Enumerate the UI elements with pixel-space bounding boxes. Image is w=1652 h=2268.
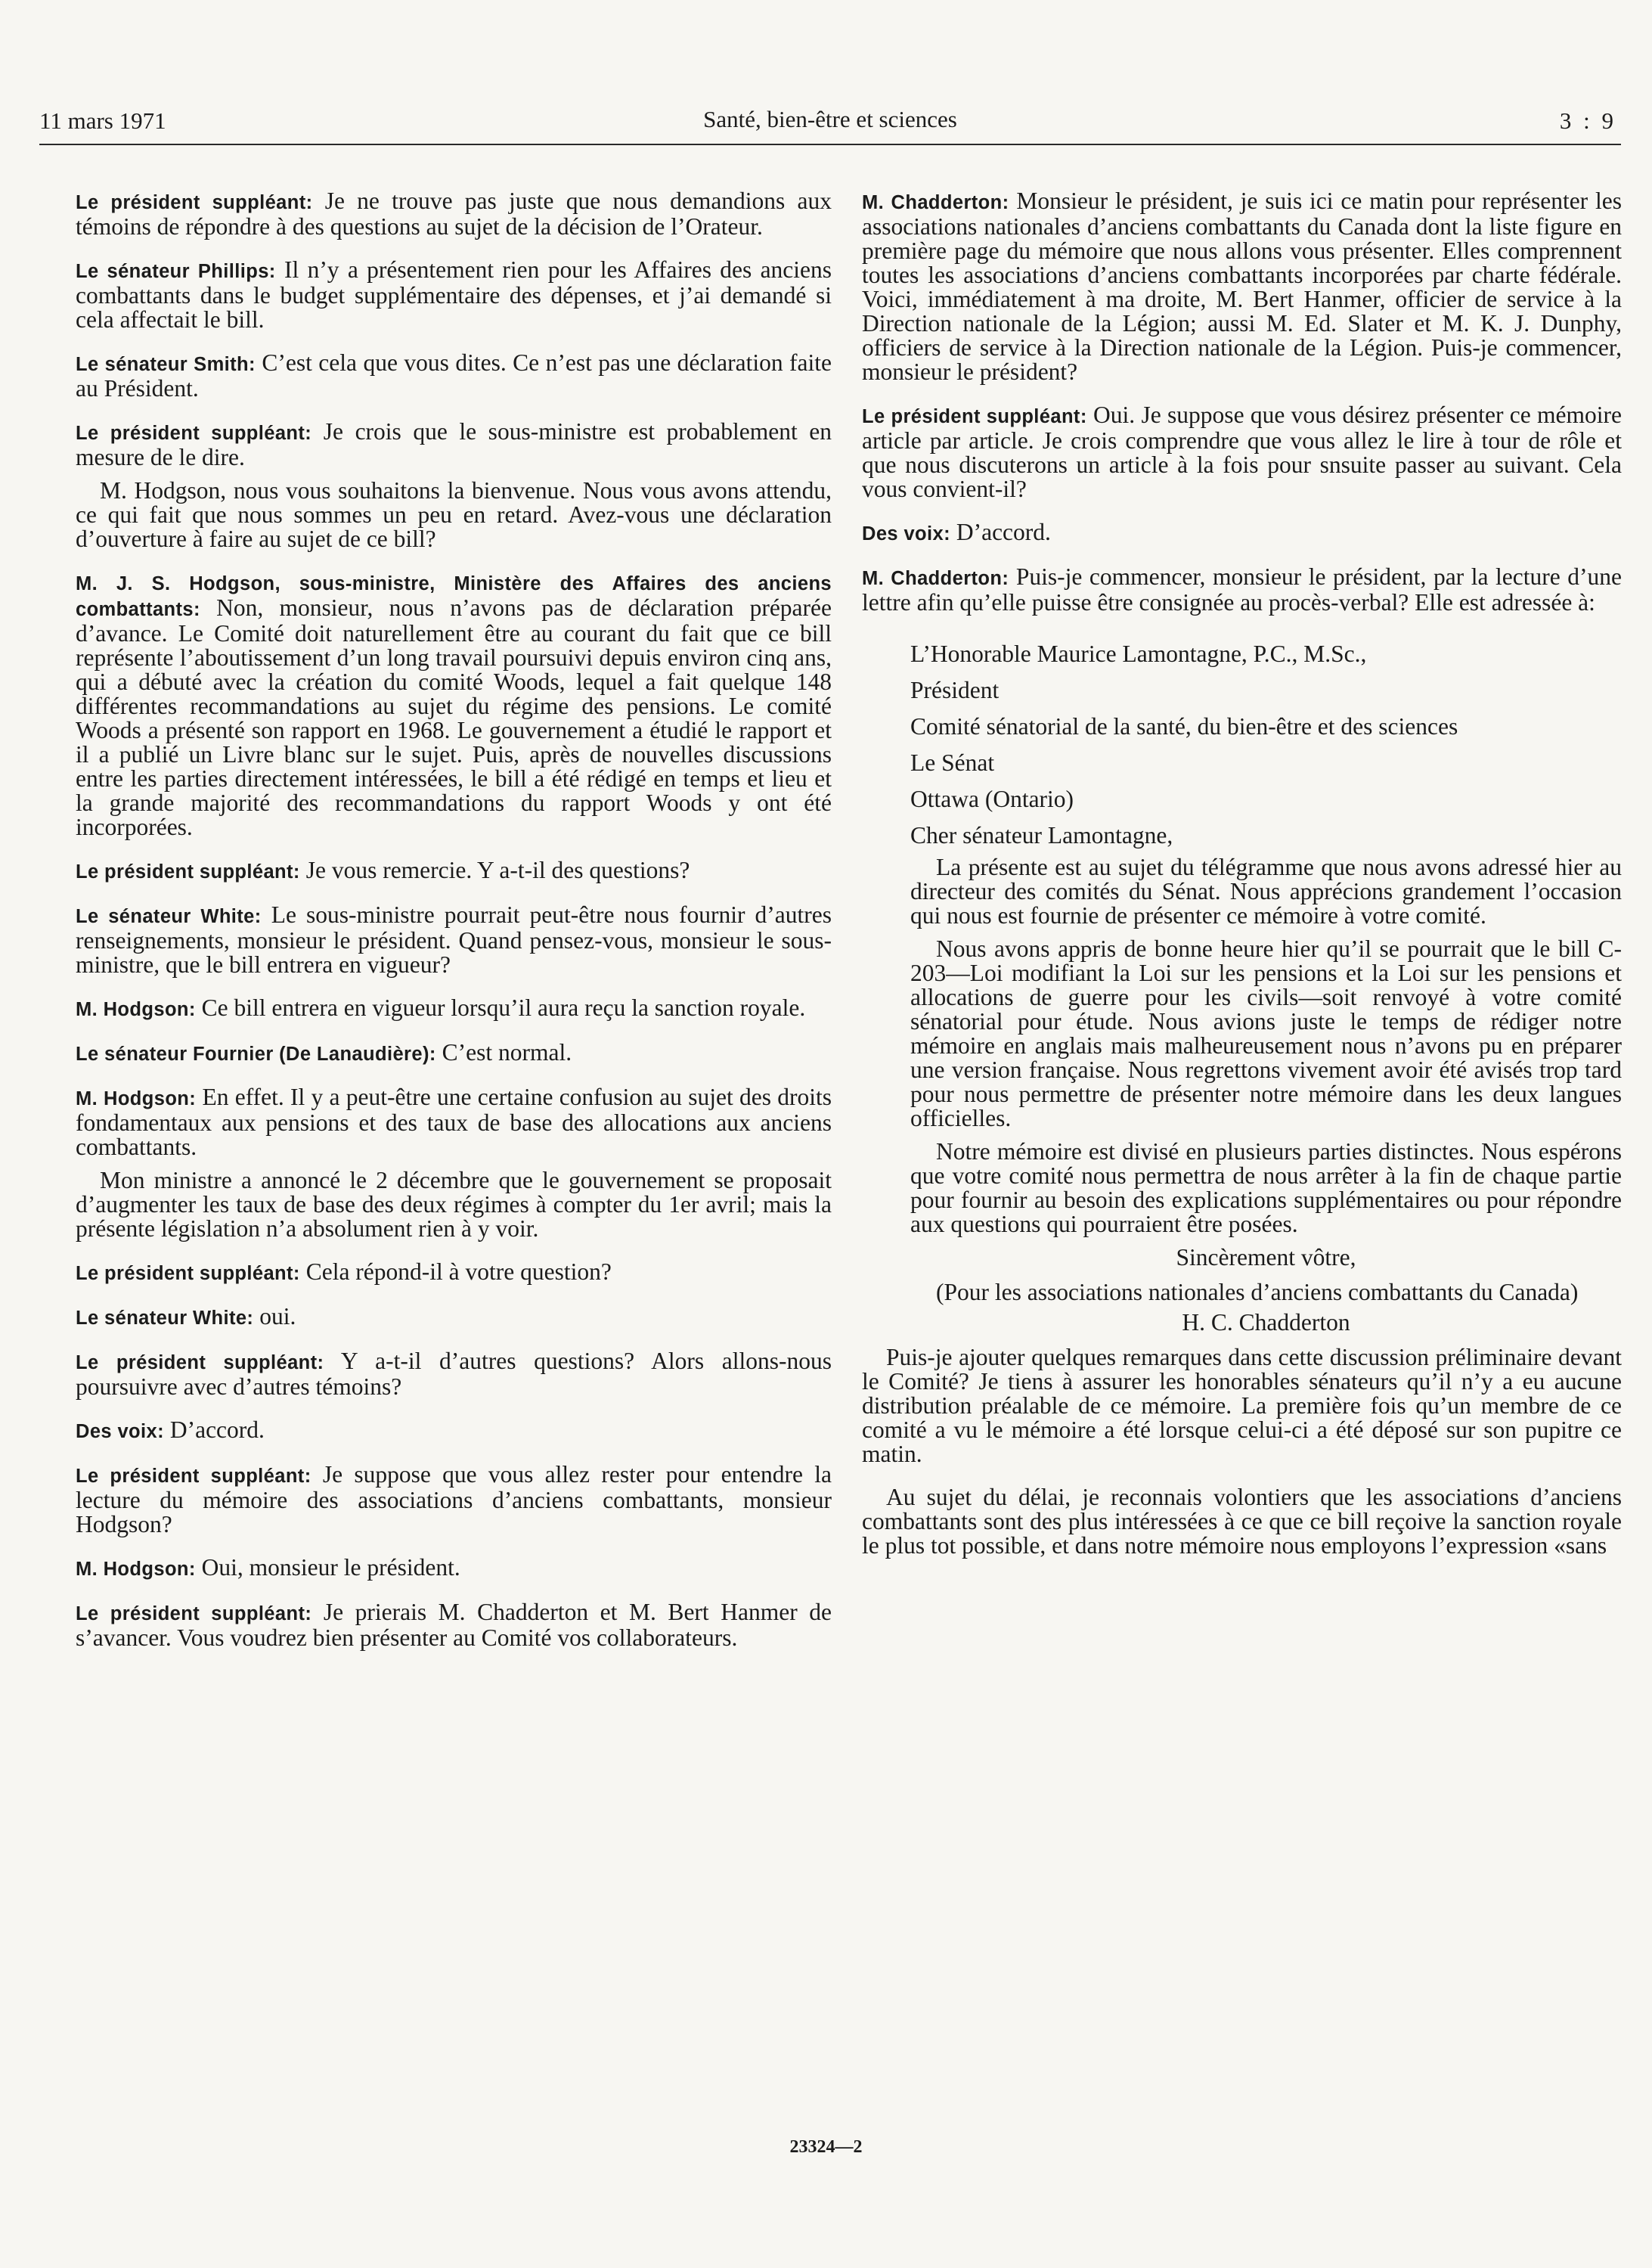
letter-addressee: L’Honorable Maurice Lamontagne, P.C., M.Sc.,	[910, 641, 1367, 667]
paragraph-text: Cela répond-il à votre question?	[305, 1258, 612, 1285]
left-column	[76, 189, 832, 1669]
letter-closing: Sincèrement vôtre,	[1176, 1244, 1356, 1271]
paragraph-text: Ce bill entrera en vigueur lorsqu’il aura reçu la sanction royale.	[201, 994, 806, 1021]
paragraph-text: Y a-t-il d’autres questions? Alors allons-nous poursuivre avec d’autres témoins?	[76, 1348, 832, 1400]
paragraph-text: Mon ministre a annoncé le 2 décembre que le gouvernement se proposait d’augmenter les taux de base des deux régimes à compter du 1er avril; mais la présente législation n’a absolument rien à y voir.	[76, 1167, 832, 1242]
paragraph	[76, 996, 832, 1022]
page-footer-code: 23324—2	[789, 2137, 863, 2157]
paragraph	[76, 1463, 832, 1537]
paragraph	[76, 1260, 832, 1286]
paragraph	[76, 1305, 832, 1330]
letter-committee: Comité sénatorial de la santé, du bien-être et des sciences	[910, 713, 1458, 740]
paragraph	[76, 258, 832, 332]
header-page-number: 3 : 9	[1559, 107, 1616, 134]
paragraph-text: Je crois que le sous-ministre est probablement en mesure de le dire.	[76, 418, 832, 470]
paragraph-text: Non, monsieur, nous n’avons pas de déclaration préparée d’avance. Le Comité doit naturellement être au courant du fait que ce bill représente l’aboutissement d’un long travail poursuivi depuis environ cinq ans, qui a débuté avec la création du comité Woods, lequel a fait quelque 148 différentes recommandations au sujet du régime des pensions. Le comité Woods a présenté son rapport en 1968. Le gouvernement a étudié le rapport et il a publié un Livre blanc sur le sujet. Puis, après de nouvelles discussions entre les parties directement intéressées, le bill a été rédigé en temps et lieu et la grande majorité des recommandations du rapport Woods y ont été incorporées.	[76, 594, 832, 840]
paragraph	[76, 858, 832, 884]
paragraph-text: Je prierais M. Chadderton et M. Bert Hanmer de s’avancer. Vous voudrez bien présenter au Comité vos collaborateurs.	[76, 1599, 832, 1651]
speaker-label: M. Hodgson:	[76, 1559, 196, 1580]
paragraph	[862, 403, 1622, 501]
paragraph	[76, 351, 832, 401]
paragraph	[76, 189, 832, 239]
paragraph-text: Il n’y a présentement rien pour les Affaires des anciens combattants dans le budget supplémentaire des dépenses, et j’ai demandé si cela affectait le bill.	[76, 256, 832, 333]
speaker-label: Des voix:	[862, 523, 950, 545]
paragraph-text: C’est normal.	[442, 1039, 572, 1066]
speaker-label: Le président suppléant:	[76, 1263, 300, 1284]
letter-paragraph: Nous avons appris de bonne heure hier qu’il se pourrait que le bill C-203—Loi modifiant la Loi sur les pensions et la Loi sur les pensions et allocations de guerre pour les civils—soit renvoyé à votre comité sénatorial pour étude. Nous avions juste le temps de rédiger notre mémoire en anglais mais malheureusement nous n’avons pu en préparer une version française. Nous regrettons vivement avoir été avisés trop tard pour nous permettre de présenter notre mémoire dans les deux langues officielles.	[910, 935, 1622, 1131]
paragraph	[862, 1345, 1622, 1466]
paragraph-text: M. Hodgson, nous vous souhaitons la bienvenue. Nous vous avons attendu, ce qui fait que nous sommes un peu en retard. Avez-vous une déclaration d’ouverture à faire au sujet de ce bill?	[76, 477, 832, 552]
paragraph	[76, 479, 832, 551]
speaker-label: Le président suppléant:	[76, 423, 312, 444]
speaker-label: Le président suppléant:	[76, 1603, 312, 1624]
speaker-label: Le sénateur Smith:	[76, 354, 256, 375]
paragraph-text: D’accord.	[956, 519, 1051, 545]
letter-signature: H. C. Chadderton	[1182, 1309, 1350, 1336]
quoted-letter	[910, 642, 1622, 1335]
paragraph-text: Monsieur le président, je suis ici ce matin pour représenter les associations nationales d’anciens combattants du Canada dont la liste figure en première page du mémoire que nous allons vous présenter. Elles comprennent toutes les associations d’anciens combattants incorporées par charte fédérale. Voici, immédiatement à ma droite, M. Bert Hanmer, officier de service à la Direction nationale de la Légion; aussi M. Ed. Slater et M. K. J. Dunphy, officiers de service à la Direction nationale de la Légion. Puis-je commencer, monsieur le président?	[862, 188, 1622, 385]
paragraph-text: Oui, monsieur le président.	[201, 1554, 460, 1581]
paragraph-text: oui.	[259, 1303, 296, 1329]
paragraph	[76, 570, 832, 839]
speaker-label: Le président suppléant:	[76, 1352, 324, 1373]
paragraph-text: Puis-je ajouter quelques remarques dans cette discussion préliminaire devant le Comité? Je tiens à assurer les honorables sénateurs qu’il n’y a eu aucune distribution préalable de ce mémoire. La première fois qu’un membre de ce comité a vu le mémoire a été lorsque celui-ci a été déposé sur son pupitre ce matin.	[862, 1344, 1622, 1467]
paragraph	[76, 1041, 832, 1066]
letter-salutation: Cher sénateur Lamontagne,	[910, 822, 1173, 849]
page-header	[39, 104, 1621, 145]
speaker-label: Des voix:	[76, 1421, 164, 1442]
paragraph-text: Je suppose que vous allez rester pour entendre la lecture du mémoire des associations d’anciens combattants, monsieur Hodgson?	[76, 1461, 832, 1537]
paragraph	[862, 1485, 1622, 1558]
paragraph-text: Oui. Je suppose que vous désirez présenter ce mémoire article par article. Je crois comprendre que vous allez le lire à tour de rôle et que nous discuterons un article à la fois pour snsuite passer au suivant. Cela vous convient-il?	[862, 402, 1623, 502]
paragraph	[76, 1418, 832, 1444]
paragraph	[862, 520, 1622, 546]
paragraph	[76, 1556, 832, 1581]
paragraph-text: D’accord.	[169, 1416, 265, 1443]
speaker-label: Le président suppléant:	[76, 861, 300, 883]
speaker-label: Le président suppléant:	[76, 1466, 311, 1487]
letter-city: Ottawa (Ontario)	[910, 786, 1074, 812]
speaker-label: M. J. S. Hodgson, sous-ministre, Ministère des Affaires des anciens combattants:	[76, 573, 832, 620]
header-title: Santé, bien-être et sciences	[703, 106, 957, 132]
speaker-label: Le sénateur Phillips:	[76, 261, 276, 282]
paragraph-text: Le sous-ministre pourrait peut-être nous fournir d’autres renseignements, monsieur le président. Quand pensez-vous, monsieur le sous-ministre, que le bill entrera en vigueur?	[76, 901, 832, 978]
paragraph	[76, 1349, 832, 1399]
speaker-label: Le président suppléant:	[862, 406, 1087, 427]
letter-senate: Le Sénat	[910, 749, 995, 776]
paragraph	[76, 903, 832, 977]
paragraph	[76, 420, 832, 470]
speaker-label: Le sénateur White:	[76, 1308, 254, 1329]
paragraph	[76, 1085, 832, 1159]
speaker-label: Le sénateur White:	[76, 906, 262, 927]
paragraph	[76, 1168, 832, 1241]
letter-paragraph: Notre mémoire est divisé en plusieurs parties distinctes. Nous espérons que votre comité nous permettra de nous arrêter à la fin de chaque partie pour fournir au besoin des explications supplémentaires ou pour répondre aux questions qui pourraient être posées.	[910, 1138, 1622, 1237]
paragraph-text: Je vous remercie. Y a-t-il des questions?	[305, 857, 690, 883]
speaker-label: Le sénateur Fournier (De Lanaudière):	[76, 1044, 436, 1065]
speaker-label: M. Hodgson:	[76, 1088, 197, 1109]
paragraph-text: C’est cela que vous dites. Ce n’est pas une déclaration faite au Président.	[76, 349, 832, 402]
right-column	[862, 189, 1622, 1577]
letter-on-behalf: (Pour les associations nationales d’anciens combattants du Canada)	[936, 1279, 1579, 1305]
speaker-label: Le président suppléant:	[76, 192, 313, 213]
paragraph	[862, 565, 1622, 615]
letter-role: Président	[910, 677, 1000, 703]
paragraph	[76, 1600, 832, 1650]
speaker-label: M. Chadderton:	[862, 568, 1009, 589]
paragraph-text: Au sujet du délai, je reconnais volontiers que les associations d’anciens combattants sont des plus intéressées à ce que ce bill reçoive la sanction royale le plus tot possible, et dans notre mémoire nous employons l’expression «sans	[862, 1484, 1622, 1559]
speaker-label: M. Hodgson:	[76, 999, 196, 1020]
letter-paragraph: La présente est au sujet du télégramme que nous avons adressé hier au directeur des comités du Sénat. Nous apprécions grandement l’occasion qui nous est fournie de présenter ce mémoire à votre comité.	[910, 854, 1622, 929]
paragraph	[862, 189, 1622, 384]
paragraph-text: En effet. Il y a peut-être une certaine confusion au sujet des droits fondamentaux aux pensions et des taux de base des allocations aux anciens combattants.	[76, 1084, 832, 1160]
speaker-label: M. Chadderton:	[862, 192, 1009, 213]
paragraph-text: Puis-je commencer, monsieur le président, par la lecture d’une lettre afin qu’elle puisse être consignée au procès-verbal? Elle est adressée à:	[862, 563, 1622, 616]
paragraph-text: Je ne trouve pas juste que nous demandions aux témoins de répondre à des questions au sujet de la décision de l’Orateur.	[76, 188, 832, 240]
header-date: 11 mars 1971	[39, 107, 166, 134]
